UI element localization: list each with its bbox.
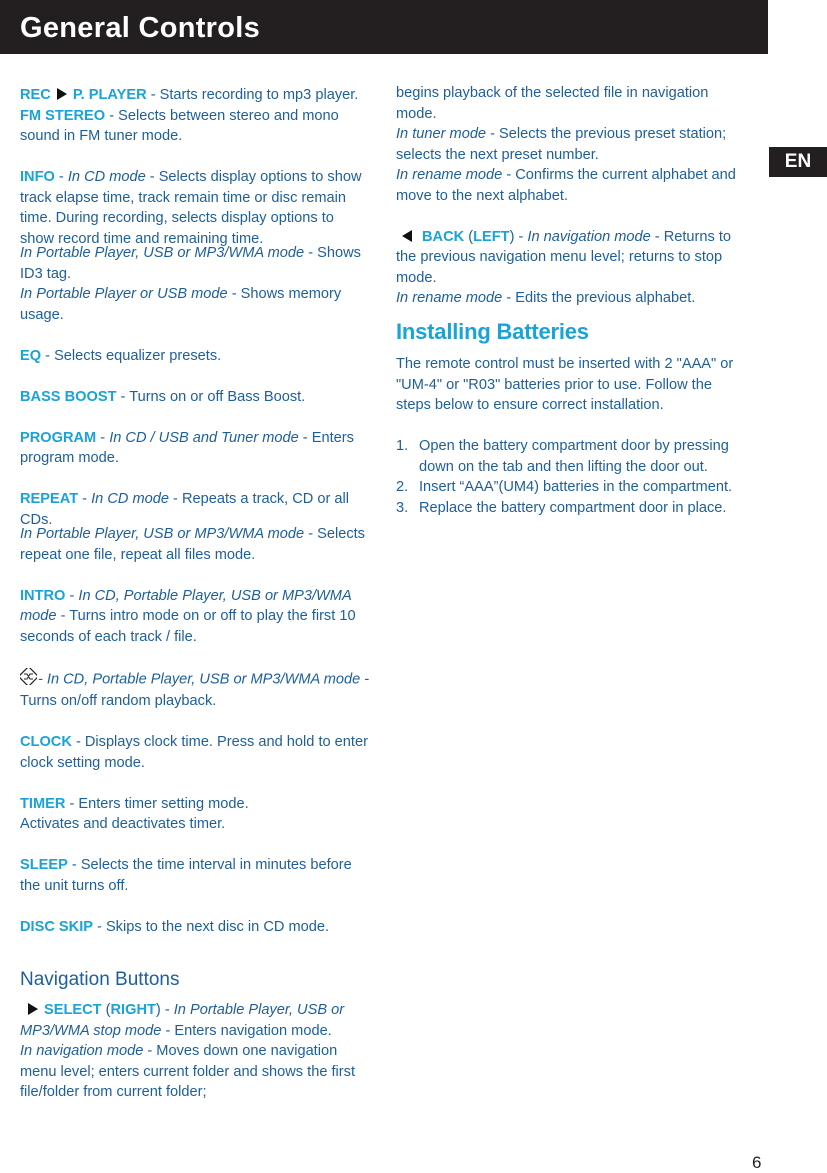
timer-desc-2: Activates and deactivates timer. <box>20 816 226 832</box>
select-key: SELECT <box>44 1002 102 1018</box>
info-mode-usb: In Portable Player or USB mode <box>20 286 228 302</box>
discskip-key: DISC SKIP <box>20 918 93 935</box>
right-arrow-icon <box>28 1003 38 1015</box>
info-key: INFO <box>20 169 55 185</box>
eq-key: EQ <box>20 347 42 364</box>
battery-steps <box>396 436 748 518</box>
repeat-desc-cd: - Repeats a track, CD or all CDs. <box>20 491 350 528</box>
eq-desc: - Selects equalizer presets. <box>41 347 222 364</box>
discskip-desc: - Skips to the next disc in CD mode. <box>92 918 330 935</box>
back-desc-rename: - Edits the previous alphabet. <box>502 290 696 306</box>
back-entry-rename <box>396 288 748 309</box>
batteries-heading: Installing Batteries <box>396 318 589 344</box>
rename-entry <box>396 165 748 206</box>
repeat-entry: REPEAT - In CD mode - Repeats a track, CD or all CDs. <box>20 491 350 528</box>
left-key: LEFT <box>473 228 510 245</box>
timer-desc: - Enters timer setting mode. <box>65 795 249 812</box>
select-desc-stop: - Enters navigation mode. <box>161 1022 332 1039</box>
info-entry-player <box>20 243 370 284</box>
sleep-entry <box>20 855 370 896</box>
info-mode-cd: In CD mode <box>67 169 146 185</box>
program-mode: In CD / USB and Tuner mode <box>109 429 299 446</box>
batteries-intro: The remote control must be inserted with 2 "AAA" or "UM-4" or "R03" batteries prior to use. Follow the steps below to ensure correct installation. <box>396 356 734 413</box>
select-entry: SELECT (RIGHT) - In Portable Player, USB or MP3/WMA stop mode - Enters navigation mode. <box>20 1002 345 1039</box>
bass-key: BASS BOOST <box>20 388 117 405</box>
header-bar <box>0 0 768 54</box>
intro-desc: - Turns intro mode on or off to play the first 10 seconds of each track / file. <box>20 608 356 645</box>
shuffle-desc: - Turns on/off random playback. <box>20 671 370 709</box>
sleep-desc: - Selects the time interval in minutes before the unit turns off. <box>20 857 352 894</box>
bass-entry <box>20 387 370 408</box>
right-column <box>396 83 748 518</box>
select-continued: begins playback of the selected file in navigation mode. <box>396 85 709 122</box>
list-item: 2. Insert “AAA”(UM4) batteries in the compartment. <box>396 479 733 495</box>
tuner-desc: - Selects the previous preset station; selects the next preset number. <box>396 126 727 163</box>
info-desc-player: - Shows ID3 tag. <box>20 245 361 282</box>
back-key: BACK <box>422 228 465 245</box>
info-entry-usb <box>20 284 370 325</box>
timer-entry <box>20 794 370 815</box>
bass-desc: - Turns on or off Bass Boost. <box>116 388 306 405</box>
program-entry: PROGRAM - In CD / USB and Tuner mode - Enters program mode. <box>20 429 354 466</box>
shuffle-icon <box>20 668 37 692</box>
language-tab: EN <box>769 147 827 177</box>
clock-entry <box>20 732 370 773</box>
list-item: 3. Replace the battery compartment door in place. <box>396 499 727 516</box>
program-desc: - Enters program mode. <box>20 429 354 466</box>
timer-key: TIMER <box>20 795 66 812</box>
select-entry-nav <box>20 1041 370 1103</box>
rename-desc: - Confirms the current alphabet and move to the next alphabet. <box>396 167 736 204</box>
page-title: General Controls <box>20 12 261 44</box>
back-entry: BACK (LEFT) - In navigation mode - Returns to the previous navigation menu level; returns to stop mode. <box>396 228 732 286</box>
rec-entry <box>20 85 370 106</box>
clock-key: CLOCK <box>20 734 72 750</box>
fm-entry <box>20 106 370 147</box>
select-mode-nav: In navigation mode <box>20 1043 144 1059</box>
pplayer-key: P. PLAYER <box>72 87 147 103</box>
list-item: 1. Open the battery compartment door by pressing down on the tab and then lifting the door out. <box>396 438 729 475</box>
clock-desc: - Displays clock time. Press and hold to enter clock setting mode. <box>20 734 368 771</box>
back-mode-rename: In rename mode <box>396 290 503 306</box>
info-desc-usb: - Shows memory usage. <box>20 286 342 323</box>
fm-desc: - Selects between stereo and mono sound in FM tuner mode. <box>20 107 339 144</box>
tuner-mode: In tuner mode <box>396 126 487 142</box>
back-mode-nav: In navigation mode <box>527 228 651 245</box>
sleep-key: SLEEP <box>20 857 68 873</box>
back-desc-nav: - Returns to the previous navigation menu level; returns to stop mode. <box>396 228 732 286</box>
intro-mode: In CD, Portable Player, USB or MP3/WMA mode <box>20 587 352 624</box>
repeat-entry-player <box>20 524 370 565</box>
left-arrow-icon <box>402 230 412 242</box>
play-arrow-icon <box>57 88 67 100</box>
program-key: PROGRAM <box>20 429 97 446</box>
repeat-key: REPEAT <box>20 491 79 507</box>
eq-entry <box>20 346 370 367</box>
shuffle-mode: In CD, Portable Player, USB or MP3/WMA mode <box>46 671 361 688</box>
rename-mode: In rename mode <box>396 167 503 183</box>
info-mode-player: In Portable Player, USB or MP3/WMA mode <box>20 245 305 261</box>
repeat-mode-cd: In CD mode <box>91 491 169 507</box>
discskip-entry <box>20 917 370 938</box>
navigation-heading: Navigation Buttons <box>20 968 180 990</box>
select-mode-stop: In Portable Player, USB or MP3/WMA stop mode <box>20 1002 345 1039</box>
fm-key: FM STEREO <box>20 107 106 124</box>
repeat-desc-player: - Selects repeat one file, repeat all files mode. <box>20 526 365 563</box>
shuffle-entry: - In CD, Portable Player, USB or MP3/WMA mode - Turns on/off random playback. <box>20 668 370 712</box>
page-number: 6 <box>752 1153 762 1172</box>
repeat-mode-player: In Portable Player, USB or MP3/WMA mode <box>20 526 305 542</box>
rec-desc: - Starts recording to mp3 player. <box>146 87 359 103</box>
right-key: RIGHT <box>110 1002 156 1018</box>
info-desc-cd: - Selects display options to show track elapse time, track remain time or disc remain time. During recording, selects display options to show record time and remaining time. <box>20 169 362 247</box>
intro-entry: INTRO - In CD, Portable Player, USB or MP3/WMA mode - Turns intro mode on or off to play the first 10 seconds of each track / file. <box>20 587 356 645</box>
select-desc-nav: - Moves down one navigation menu level; enters current folder and shows the first file/folder from current folder; <box>20 1043 356 1100</box>
intro-key: INTRO <box>20 587 66 604</box>
rec-key: REC <box>20 87 51 103</box>
tuner-entry <box>396 124 748 165</box>
info-entry: INFO - In CD mode - Selects display options to show track elapse time, track remain time or disc remain time. During recording, selects display options to show record time and remaining time. <box>20 169 362 247</box>
left-column <box>20 85 370 1103</box>
